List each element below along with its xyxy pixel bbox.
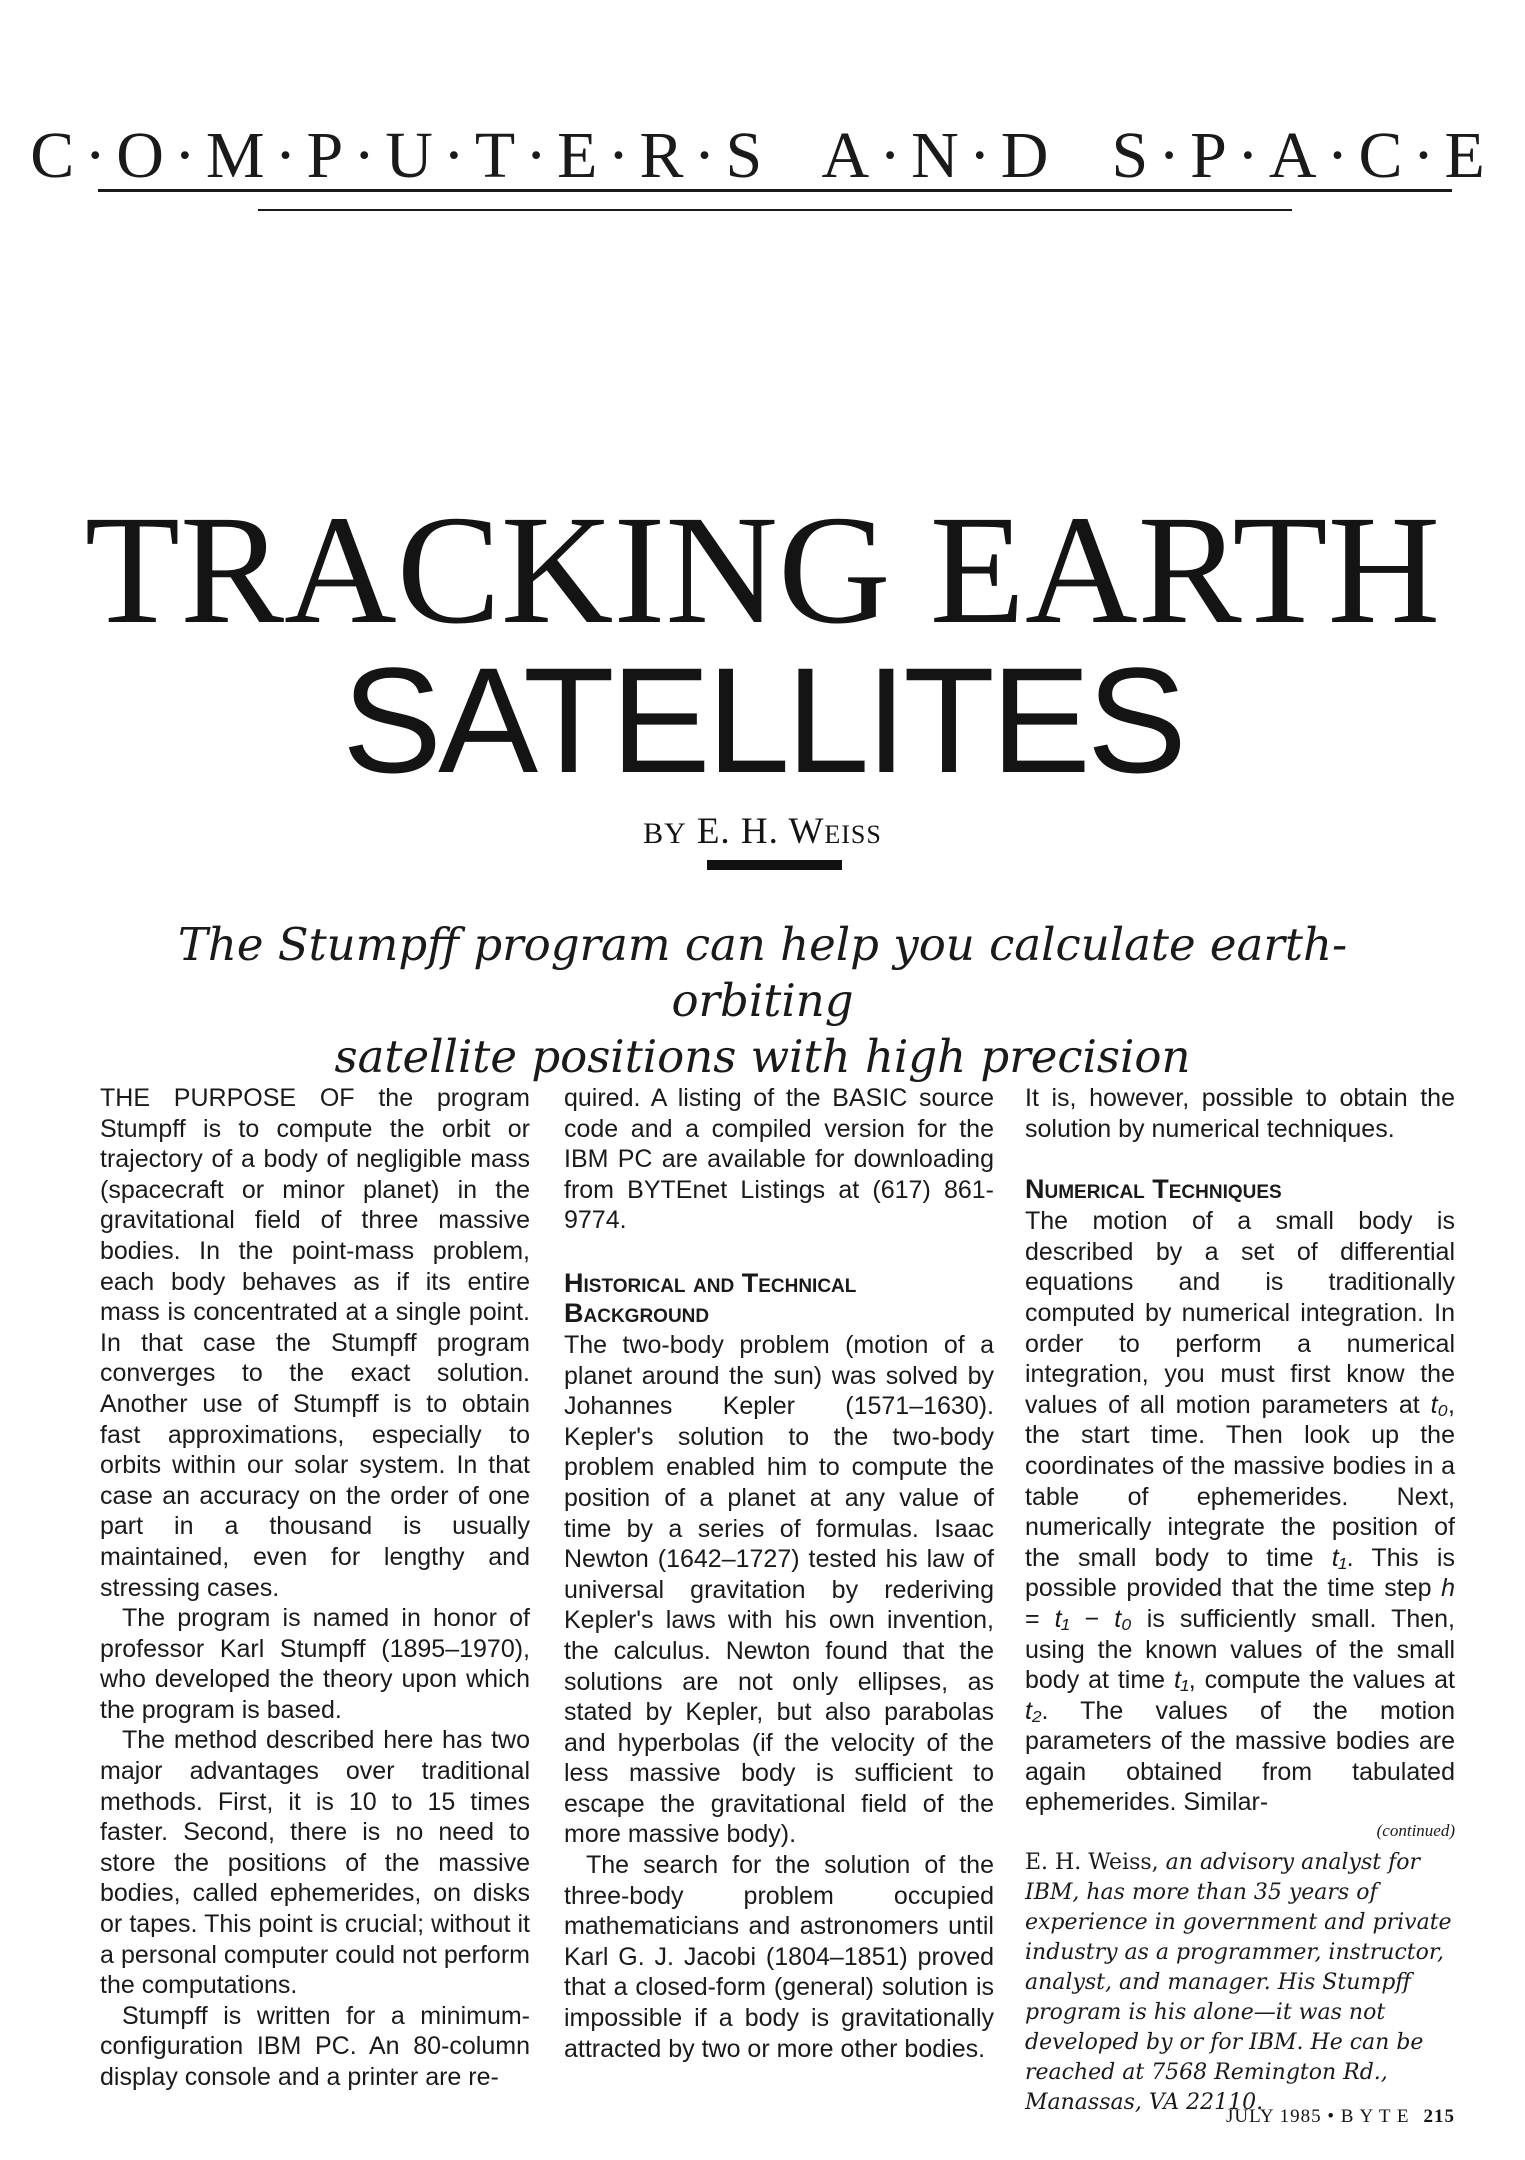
footer-issue: JULY 1985 • B Y T E <box>1226 2106 1410 2127</box>
col2-paragraph-1: quired. A listing of the BASIC source code and a compiled version for the IBM PC are available for downloading from BYTEnet Listings at (617) 861-9774. <box>564 1084 994 1235</box>
article-title-line-2: SATELLITES <box>342 636 1183 804</box>
bio-name: E. H. Weiss, <box>1025 1850 1159 1876</box>
col3-paragraph-2 <box>1025 1206 1455 1818</box>
math-h: h <box>1441 1574 1455 1603</box>
col2-paragraph-3: The search for the solution of the three-body problem occupied mathematicians and astronomers until Karl G. J. Jacobi (1804–1851) proved that a closed-form (general) solution is impossible if a body is gravitationally attracted by two or more other bodies. <box>564 1851 994 2063</box>
text-run: The motion of a small body is described by a set of differential equations and is traditionally computed by numerical integration. In order to perform a numerical integration, you must first know the values of all motion parameters at <box>1025 1207 1455 1419</box>
math-t1: t₁ <box>1054 1604 1070 1633</box>
article-title-line-1: TRACKING EARTH <box>84 483 1441 656</box>
heading-rule-thin <box>258 209 1292 211</box>
col1-paragraph-4: Stumpff is written for a minimum-configuration IBM PC. An 80-column display console and a printer are re- <box>100 2001 530 2091</box>
col1-paragraph-3: The method described here has two major advantages over traditional methods. First, it is 10 to 15 times faster. Second, there is no need to store the positions of the massive bodies, called ephemerides, on disks or tapes. This point is crucial; without it a personal computer could not perform the computations. <box>100 1726 530 2000</box>
col2-paragraph-2: The two-body problem (motion of a planet around the sun) was solved by Johannes Kepler (1571–1630). Kepler's solution to the two-body problem enabled him to compute the position of a planet at any value of time by a series of formulas. Isaac Newton (1642–1727) tested his law of universal gravitation by rederiving Kepler's laws with his own invention, the calculus. Newton found that the solutions are not only ellipses, as stated by Kepler, but also parabolas and hyperbolas (if the velocity of the less massive body is sufficient to escape the gravitational field of the more massive body). <box>564 1330 994 1849</box>
subhead-historical: Historical and Technical Background <box>564 1267 857 1328</box>
byline-author: E. H. Weiss <box>696 811 882 852</box>
heading-rule-thick <box>98 189 1452 192</box>
byline-bar <box>707 860 842 870</box>
math-t0: t₀ <box>1114 1604 1132 1633</box>
page-number: 215 <box>1423 2106 1455 2127</box>
bio-text: an advisory analyst for IBM, has more than 35 years of experience in government and private industry as a programmer, instructor, analyst, and manager. His Stumpff program is his alone—it was not developed by or for IBM. He can be reached at 7568 Remington Rd., Manassas, VA 22110. <box>1025 1850 1452 2116</box>
text-run: , compute the values at <box>1188 1666 1455 1695</box>
col3-paragraph-1: It is, however, possible to obtain the solution by numerical techniques. <box>1025 1084 1455 1143</box>
text-run: , the start time. Then look up the coordinates of the massive bodies in a table of ephemerides. Next, numerically integrate the position of the small body to time <box>1025 1390 1455 1572</box>
text-run: is sufficiently small. Then, using the known values of the small body at time <box>1025 1604 1455 1695</box>
math-t2: t₂ <box>1025 1696 1042 1725</box>
author-bio <box>1025 1848 1455 2118</box>
math-t1: t₁ <box>1331 1543 1347 1572</box>
math-t0: t₀ <box>1430 1390 1449 1419</box>
col1-paragraph-1: THE PURPOSE OF the program Stumpff is to compute the orbit or trajectory of a body of negligible mass (spacecraft or minor planet) in the gravitational field of three massive bodies. In the point-mass problem, each body behaves as if its entire mass is concentrated at a single point. In that case the Stumpff program converges to the exact solution. Another use of Stumpff is to obtain fast approximations, especially to orbits within our solar system. In that case an accuracy on the order of one part in a thousand is usually maintained, even for lengthy and stressing cases. <box>100 1084 530 1602</box>
text-run: . This is possible provided that the time step <box>1025 1543 1455 1603</box>
deck <box>120 917 1405 1085</box>
math-t1: t₁ <box>1173 1666 1189 1695</box>
text-run: . The values of the motion parameters of the massive bodies are again obtained from tabulated ephemerides. Similar- <box>1025 1696 1455 1817</box>
column-2 <box>564 1083 994 2064</box>
section-heading: C·O·M·P·U·T·E·R·S A·N·D S·P·A·C·E <box>30 119 1495 192</box>
text-run: = <box>1025 1604 1055 1633</box>
column-1 <box>100 1083 530 2093</box>
text-run: − <box>1069 1604 1115 1633</box>
continued-label: (continued) <box>1376 1821 1455 1841</box>
page-footer <box>1226 2106 1455 2128</box>
col1-paragraph-2: The program is named in honor of professor Karl Stumpff (1895–1970), who developed the theory upon which the program is based. <box>100 1604 530 1724</box>
byline-by: BY <box>643 817 687 850</box>
byline <box>0 810 1525 853</box>
deck-line-1: The Stumpff program can help you calculate earth-orbiting <box>177 918 1348 1027</box>
deck-line-2: satellite positions with high precision <box>334 1030 1191 1083</box>
column-3 <box>1025 1083 1455 2118</box>
subhead-numerical: Numerical Techniques <box>1025 1174 1282 1205</box>
